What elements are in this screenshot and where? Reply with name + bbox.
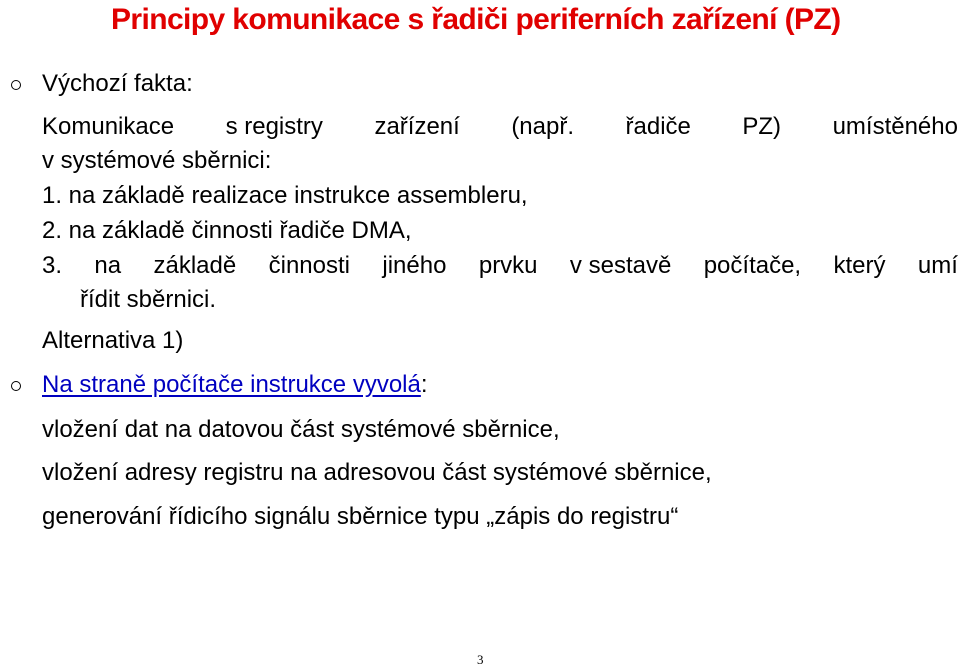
- intro-line-1: [42, 113, 958, 141]
- list-item-2: 2. na základě činnosti řadiče DMA,: [42, 217, 412, 244]
- alternative-label: Alternativa 1): [42, 327, 184, 354]
- item3-word: činnosti: [268, 252, 350, 279]
- item3-word: počítače,: [703, 252, 802, 279]
- item3-word: 3.: [42, 252, 63, 279]
- intro-line-2: v systémové sběrnici:: [42, 147, 272, 174]
- bullet-heading-facts: Výchozí fakta:: [42, 70, 193, 97]
- step-3: generování řídicího signálu sběrnice typu „zápis do registru“: [42, 503, 679, 530]
- bullet-icon: [11, 80, 21, 90]
- item3-word: který: [833, 252, 886, 279]
- list-item-1: 1. na základě realizace instrukce assembleru,: [42, 182, 528, 209]
- item3-word: na: [94, 252, 122, 279]
- bullet-icon: [11, 381, 21, 391]
- intro-word: Komunikace: [42, 113, 175, 140]
- item3-word: jiného: [382, 252, 447, 279]
- instruction-colon: :: [420, 371, 428, 398]
- slide-title: Principy komunikace s řadiči periferních zařízení (PZ): [111, 3, 841, 36]
- intro-word: s registry: [225, 113, 323, 140]
- item3-word: prvku: [478, 252, 538, 279]
- intro-word: PZ): [742, 113, 782, 140]
- item3-word: v sestavě: [569, 252, 672, 279]
- list-item-3-line-2: řídit sběrnici.: [80, 286, 217, 313]
- intro-word: umístěného: [832, 113, 958, 140]
- list-item-3-line-1: [42, 252, 958, 280]
- intro-word: zařízení: [374, 113, 460, 140]
- page-number: 3: [477, 652, 484, 667]
- item3-word: umí: [917, 252, 958, 279]
- bullet-heading-instruction: [42, 371, 428, 399]
- instruction-link[interactable]: Na straně počítače instrukce vyvolá: [42, 371, 421, 398]
- step-1: vložení dat na datovou část systémové sběrnice,: [42, 416, 560, 443]
- item3-word: základě: [153, 252, 237, 279]
- intro-word: řadiče: [625, 113, 691, 140]
- step-2: vložení adresy registru na adresovou část systémové sběrnice,: [42, 459, 712, 486]
- intro-word: (např.: [511, 113, 575, 140]
